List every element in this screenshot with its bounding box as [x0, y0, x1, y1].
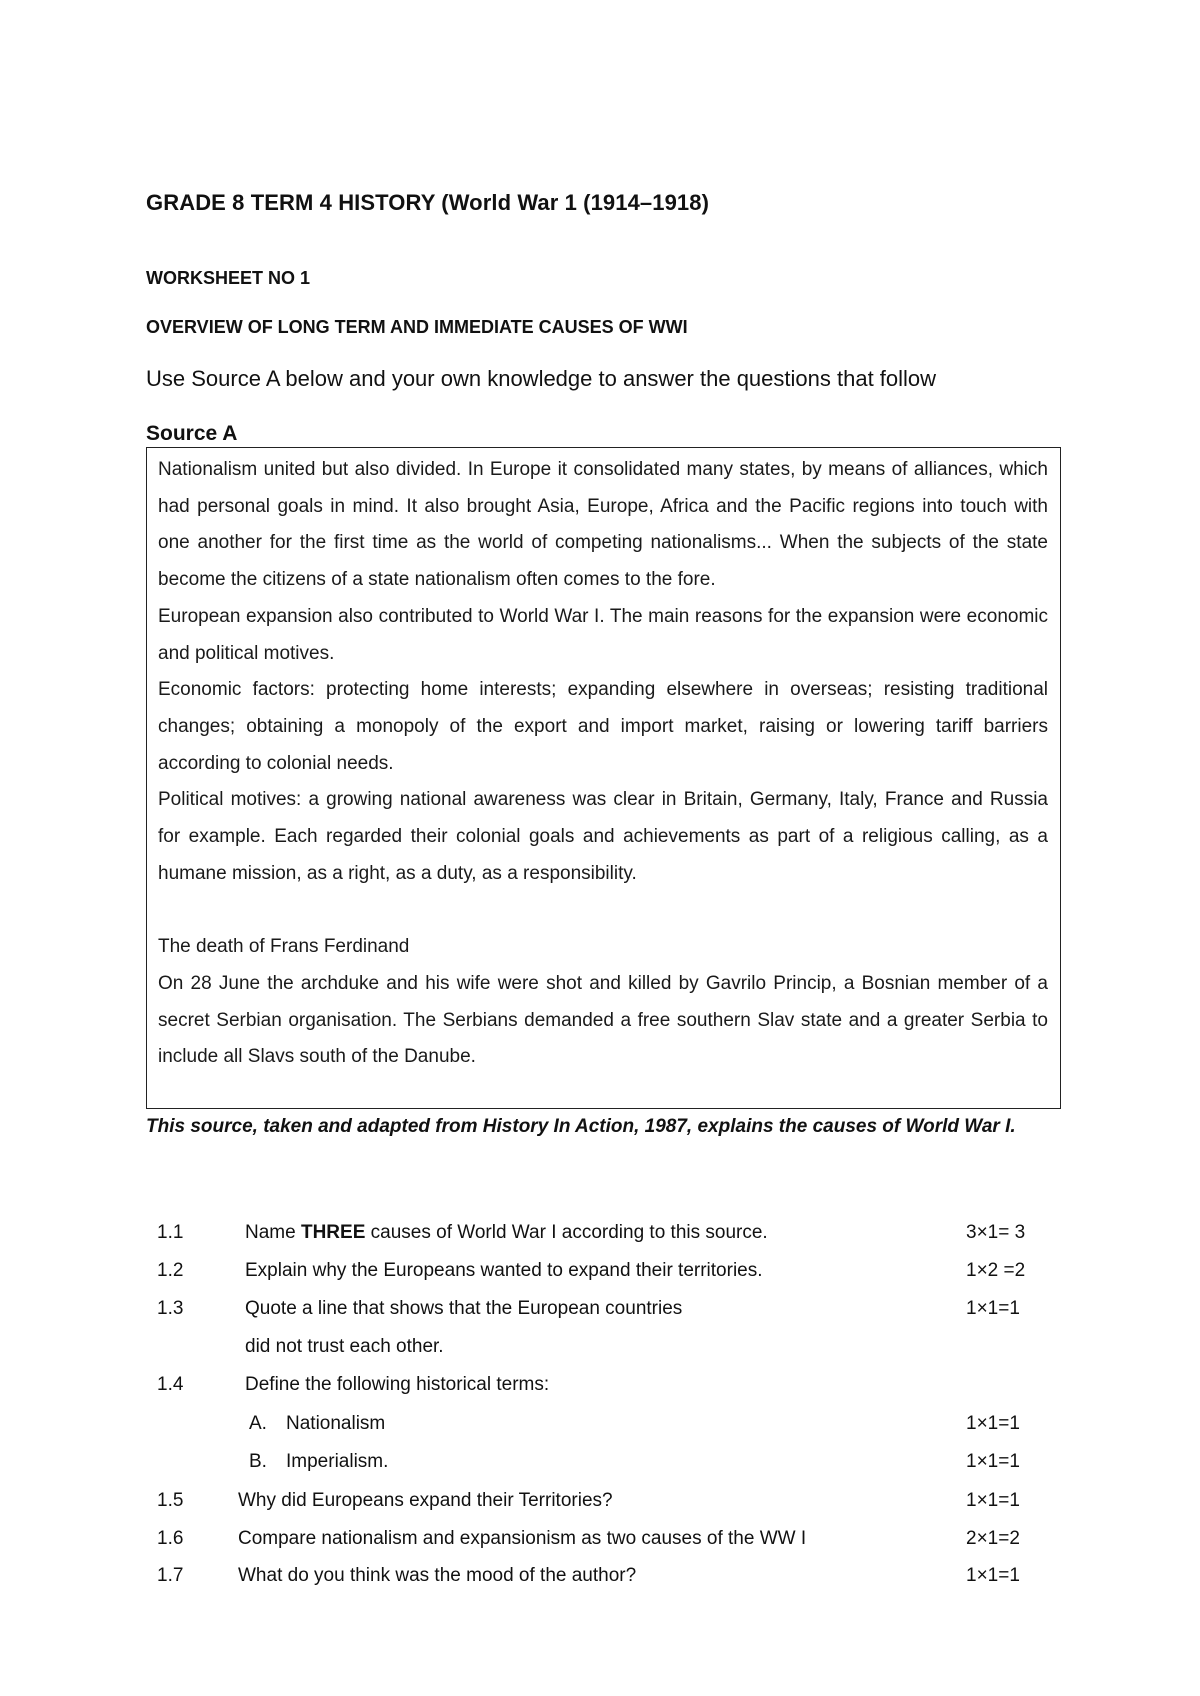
- question-row: [0, 1565, 1200, 1595]
- question-text: Quote a line that shows that the European countries: [245, 1298, 683, 1319]
- question-marks: 2×1=2: [966, 1528, 1020, 1549]
- source-paragraph-assassination: On 28 June the archduke and his wife were shot and killed by Gavrilo Princip, a Bosnian member of a secret Serbian organisation. The Serbians demanded a free southern Slav state and a greater Serbia to include all Slavs south of the Danube.: [158, 972, 1048, 1068]
- paragraph-gap: [158, 892, 1048, 929]
- sub-question-text: Nationalism: [286, 1413, 386, 1434]
- question-marks: 1×1=1: [966, 1490, 1020, 1511]
- question-number: 1.4: [157, 1374, 184, 1395]
- sub-question-row: [0, 1413, 1200, 1443]
- source-paragraph-economic: Economic factors: protecting home interests; expanding elsewhere in overseas; resisting traditional changes; obtaining a monopoly of the export and import market, raising or lowering tariff barriers according to colonial needs.: [158, 679, 1048, 774]
- question-number: 1.2: [157, 1260, 184, 1281]
- sub-question-row: [0, 1451, 1200, 1481]
- question-row: [0, 1374, 1200, 1404]
- question-marks: 1×1=1: [966, 1413, 1020, 1434]
- question-number: 1.1: [157, 1222, 184, 1243]
- source-box: [146, 447, 1061, 1109]
- question-number: 1.7: [157, 1565, 184, 1586]
- question-marks: 1×1=1: [966, 1298, 1020, 1319]
- question-row: [0, 1260, 1200, 1290]
- question-text: Explain why the Europeans wanted to expand their territories.: [245, 1260, 763, 1281]
- sub-question-letter: B.: [249, 1451, 267, 1472]
- question-marks: 1×1=1: [966, 1565, 1020, 1586]
- page-title: GRADE 8 TERM 4 HISTORY (World War 1 (1914–1918): [146, 190, 710, 215]
- source-paragraph-expansion: European expansion also contributed to World War I. The main reasons for the expansion were economic and political motives.: [158, 605, 1048, 664]
- sub-question-text: Imperialism.: [286, 1451, 389, 1472]
- question-text-part: causes of World War I according to this source.: [365, 1222, 768, 1243]
- source-citation: This source, taken and adapted from History In Action, 1987, explains the causes of World War I.: [146, 1116, 1016, 1137]
- question-marks: 3×1= 3: [966, 1222, 1026, 1243]
- question-marks: 1×1=1: [966, 1451, 1020, 1472]
- worksheet-number: WORKSHEET NO 1: [146, 268, 311, 288]
- question-text: Why did Europeans expand their Territories?: [238, 1490, 613, 1511]
- source-paragraph-nationalism: Nationalism united but also divided. In Europe it consolidated many states, by means of alliances, which had personal goals in mind. It also brought Asia, Europe, Africa and the Pacific regions into touch with one another for the first time as the world of competing nationalisms... When the subjects of the state become the citizens of a state nationalism often comes to the fore.: [158, 459, 1048, 591]
- question-number: 1.3: [157, 1298, 184, 1319]
- instruction-text: Use Source A below and your own knowledge to answer the questions that follow: [146, 366, 937, 391]
- source-label: Source A: [146, 422, 238, 445]
- question-number: 1.6: [157, 1528, 184, 1549]
- question-emphasis: THREE: [300, 1222, 366, 1243]
- question-text-part: Name: [245, 1222, 301, 1243]
- question-row: [0, 1490, 1200, 1520]
- question-text: [245, 1222, 768, 1244]
- section-heading: OVERVIEW OF LONG TERM AND IMMEDIATE CAUSES OF WWI: [146, 317, 688, 337]
- question-text: did not trust each other.: [245, 1336, 444, 1357]
- question-number: 1.5: [157, 1490, 184, 1511]
- source-paragraph-political: Political motives: a growing national awareness was clear in Britain, Germany, Italy, France and Russia for example. Each regarded their colonial goals and achievements as part of a religious calling, as a humane mission, as a right, as a duty, as a responsibility.: [158, 789, 1048, 884]
- question-row-continuation: [0, 1336, 1200, 1366]
- question-row: [0, 1298, 1200, 1328]
- sub-question-letter: A.: [249, 1413, 267, 1434]
- question-text: Compare nationalism and expansionism as two causes of the WW I: [238, 1528, 807, 1549]
- question-text: Define the following historical terms:: [245, 1374, 550, 1395]
- question-text: What do you think was the mood of the author?: [238, 1565, 637, 1586]
- source-subheading-death: The death of Frans Ferdinand: [158, 936, 410, 958]
- question-row: [0, 1222, 1200, 1252]
- question-row: [0, 1528, 1200, 1558]
- question-marks: 1×2 =2: [966, 1260, 1026, 1281]
